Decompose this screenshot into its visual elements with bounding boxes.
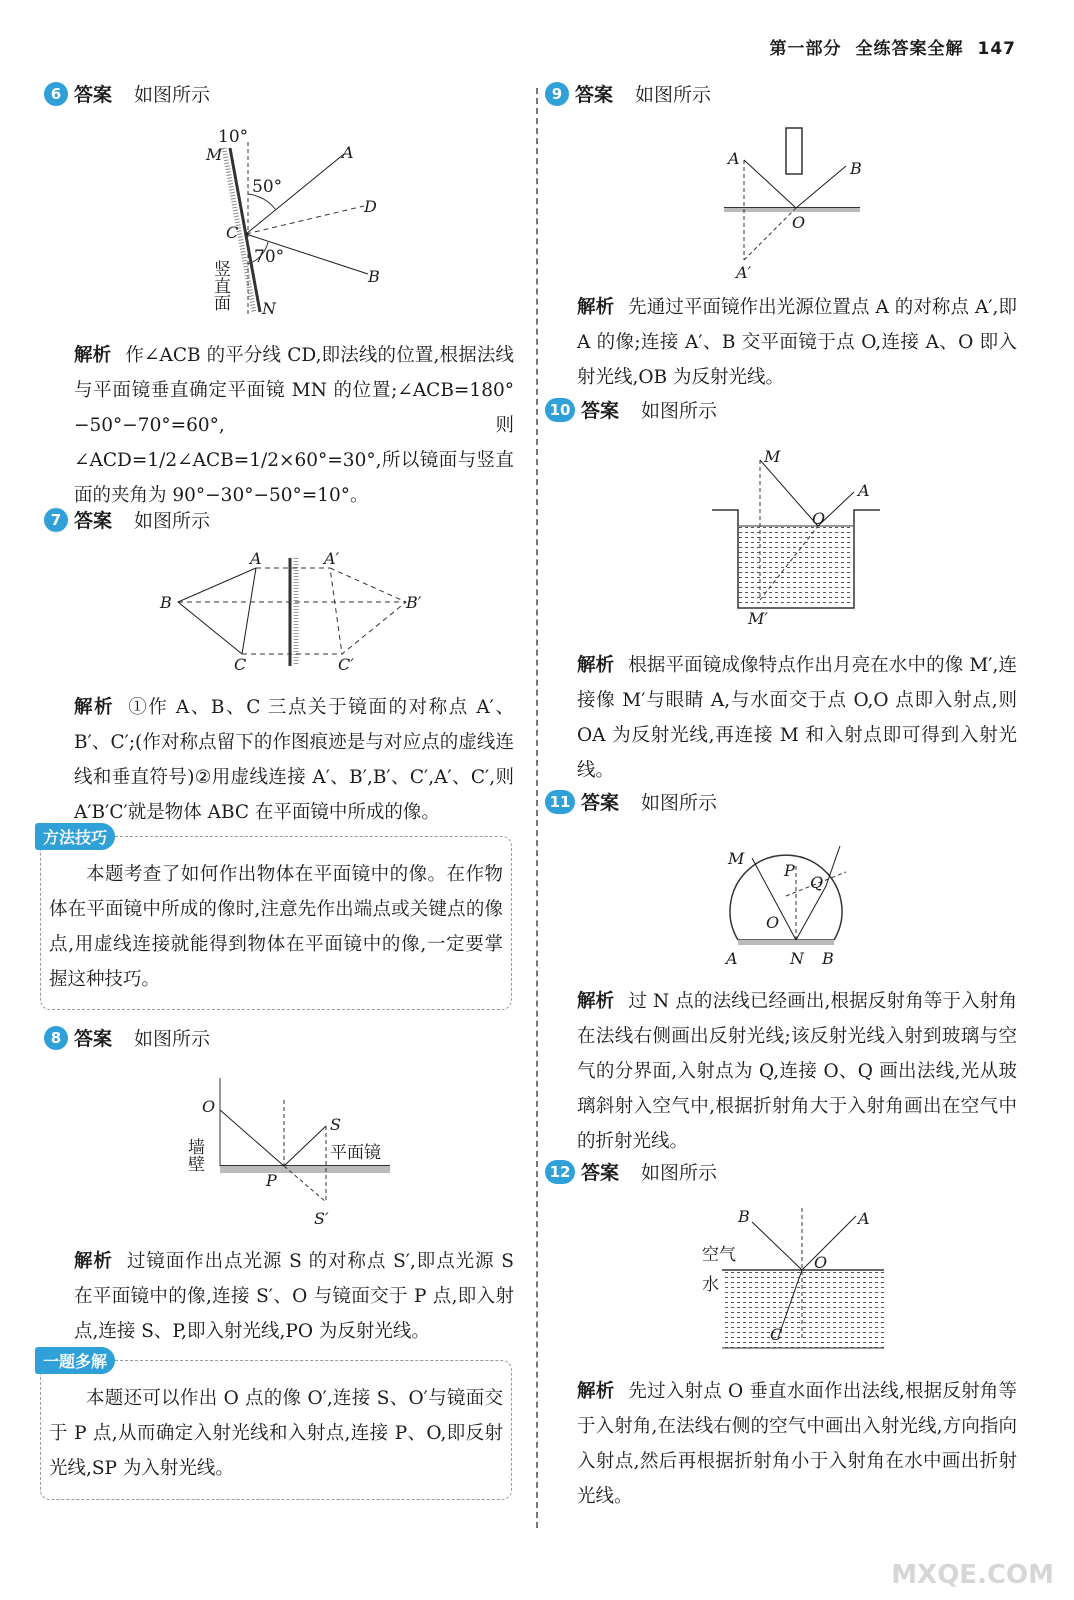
analysis-label: 解析: [577, 655, 615, 676]
f12-C: C: [770, 1325, 783, 1344]
f8-O: O: [202, 1097, 216, 1116]
answer-text: 如图所示: [641, 1162, 718, 1184]
f9-A: A: [728, 149, 740, 168]
f8-S: S: [330, 1115, 341, 1134]
f9-A2: A′: [736, 263, 752, 282]
question-number: 7: [44, 508, 68, 532]
answer-9-heading: [545, 80, 711, 107]
column-divider: [536, 88, 538, 1528]
answer-label: 答案: [581, 1162, 620, 1184]
f11-A: A: [726, 949, 738, 968]
f12-O: O: [814, 1253, 828, 1272]
f11-O: O: [766, 913, 780, 932]
answer-text: 如图所示: [134, 510, 211, 532]
f6-angle70: 70°: [254, 247, 285, 267]
multi-solution-box: [40, 1352, 512, 1500]
answer-7-heading: [44, 506, 210, 533]
header-section: 全练答案全解: [855, 39, 964, 59]
method-tip-box: [40, 828, 512, 1010]
answer-label: 答案: [581, 792, 620, 814]
analysis-text: 作∠ACB 的平分线 CD,即法线的位置,根据法线与平面镜垂直确定平面镜 MN 的位置;∠ACB=180°−50°−70°=60°,则∠ACD=1/2∠ACB=1/2×60°=30°,所以镜面与竖直面的夹角为 90°−30°−50°=10°。: [74, 345, 514, 506]
f8-S2: S′: [314, 1209, 329, 1228]
analysis-6: [74, 338, 514, 513]
method-tip-label: 方法技巧: [35, 823, 115, 850]
f7-A2: A′: [324, 549, 340, 568]
answer-text: 如图所示: [635, 84, 712, 106]
answer-11-heading: [545, 788, 717, 815]
f12-B: B: [738, 1207, 750, 1226]
header-part: 第一部分: [769, 39, 842, 59]
analysis-text: 过镜面作出点光源 S 的对称点 S′,即点光源 S 在平面镜中的像,连接 S′、O 与镜面交于 P 点,即入射点,连接 S、P,即入射光线,PO 为反射光线。: [74, 1251, 514, 1342]
question-number: 11: [545, 790, 575, 814]
answer-label: 答案: [575, 84, 614, 106]
f10-M2: M′: [748, 609, 769, 628]
question-number: 12: [545, 1160, 575, 1184]
analysis-10: [577, 648, 1017, 788]
answer-text: 如图所示: [641, 792, 718, 814]
f8-wall: 墙壁: [184, 1138, 204, 1172]
answer-12-heading: [545, 1158, 717, 1185]
answer-label: 答案: [581, 400, 620, 422]
question-number: 10: [545, 398, 575, 422]
analysis-label: 解析: [577, 1381, 615, 1402]
f10-M: M: [764, 447, 781, 466]
f10-A: A: [858, 481, 870, 500]
figure-11: [716, 836, 876, 976]
answer-text: 如图所示: [134, 1028, 211, 1050]
f6-angle10: 10°: [218, 127, 249, 147]
analysis-11: [577, 984, 1017, 1159]
figure-10: [708, 440, 888, 630]
f12-A: A: [858, 1209, 870, 1228]
f6-D: D: [364, 197, 377, 216]
question-number: 6: [44, 82, 68, 106]
analysis-12: [577, 1374, 1017, 1514]
analysis-label: 解析: [74, 345, 112, 366]
answer-label: 答案: [74, 84, 113, 106]
page-header: [756, 34, 1017, 59]
analysis-8: [74, 1244, 514, 1349]
f10-O: O: [812, 509, 826, 528]
figure-12: [700, 1200, 890, 1360]
answer-6-heading: [44, 80, 210, 107]
f12-water: 水: [702, 1275, 719, 1295]
f11-M: M: [728, 849, 745, 868]
watermark: MXQE.COM: [891, 1560, 1054, 1590]
multi-solution-text: 本题还可以作出 O 点的像 O′,连接 S、O′与镜面交于 P 点,从而确定入射光线和入射点,连接 P、O,即反射光线,SP 为入射光线。: [49, 1388, 503, 1479]
f7-C: C: [234, 655, 247, 674]
method-tip-text: 本题考查了如何作出物体在平面镜中的像。在作物体在平面镜中所成的像时,注意先作出端点或关键点的像点,用虚线连接就能得到物体在平面镜中的像,一定要掌握这种技巧。: [49, 864, 503, 990]
figure-9: [720, 120, 870, 290]
f11-N: N: [790, 949, 804, 968]
f11-P: P: [784, 861, 795, 880]
answer-label: 答案: [74, 510, 113, 532]
answer-text: 如图所示: [641, 400, 718, 422]
answer-text: 如图所示: [134, 84, 211, 106]
answer-10-heading: [545, 396, 717, 423]
analysis-9: [577, 290, 1017, 395]
f6-C: C: [226, 223, 239, 242]
question-number: 9: [545, 82, 569, 106]
f6-B: B: [368, 267, 380, 286]
f7-B: B: [160, 593, 172, 612]
f7-B2: B′: [406, 593, 422, 612]
f12-air: 空气: [702, 1245, 736, 1265]
figure-6: [196, 124, 416, 324]
f6-A: A: [342, 143, 354, 162]
page-number: 147: [977, 39, 1016, 59]
analysis-label: 解析: [74, 1251, 113, 1272]
f6-vertical: 竖直面: [210, 260, 230, 311]
answer-label: 答案: [74, 1028, 113, 1050]
analysis-text: 根据平面镜成像特点作出月亮在水中的像 M′,连接像 M′与眼睛 A,与水面交于点 O,O 点即入射点,则 OA 为反射光线,再连接 M 和入射点即可得到入射光线。: [577, 655, 1017, 781]
analysis-label: 解析: [577, 991, 615, 1012]
analysis-text: 过 N 点的法线已经画出,根据反射角等于入射角在法线右侧画出反射光线;该反射光线入射到玻璃与空气的分界面,入射点为 Q,连接 O、Q 画出法线,光从玻璃斜射入空气中,根据折射角大于入射角画出在空气中的折射光线。: [577, 991, 1017, 1152]
f6-M: M: [206, 145, 223, 164]
f11-B: B: [822, 949, 834, 968]
figure-7: [156, 550, 436, 680]
analysis-text: ①作 A、B、C 三点关于镜面的对称点 A′、B′、C′;(作对称点留下的作图痕迹是与对应点的虚线连线和垂直符号)②用虚线连接 A′、B′,B′、C′,A′、C′,则 A′B′C′就是物体 ABC 在平面镜中所成的像。: [74, 697, 514, 823]
multi-solution-label: 一题多解: [35, 1347, 115, 1374]
figure-8: [184, 1070, 410, 1230]
f9-B: B: [850, 159, 862, 178]
f7-A: A: [250, 549, 262, 568]
analysis-label: 解析: [74, 697, 115, 718]
analysis-7: [74, 690, 514, 830]
f6-angle50: 50°: [252, 177, 283, 197]
f8-mirror: 平面镜: [330, 1143, 381, 1163]
f11-Q: Q: [810, 873, 824, 892]
f6-N: N: [262, 299, 276, 318]
question-number: 8: [44, 1026, 68, 1050]
analysis-text: 先通过平面镜作出光源位置点 A 的对称点 A′,即 A 的像;连接 A′、B 交平面镜于点 O,连接 A、O 即入射光线,OB 为反射光线。: [577, 297, 1017, 388]
f8-P: P: [266, 1171, 277, 1190]
f9-O: O: [792, 213, 806, 232]
answer-8-heading: [44, 1024, 210, 1051]
f7-C2: C′: [338, 655, 354, 674]
analysis-text: 先过入射点 O 垂直水面作出法线,根据反射角等于入射角,在法线右侧的空气中画出入射光线,方向指向入射点,然后再根据折射角小于入射角在水中画出折射光线。: [577, 1381, 1017, 1507]
analysis-label: 解析: [577, 297, 615, 318]
